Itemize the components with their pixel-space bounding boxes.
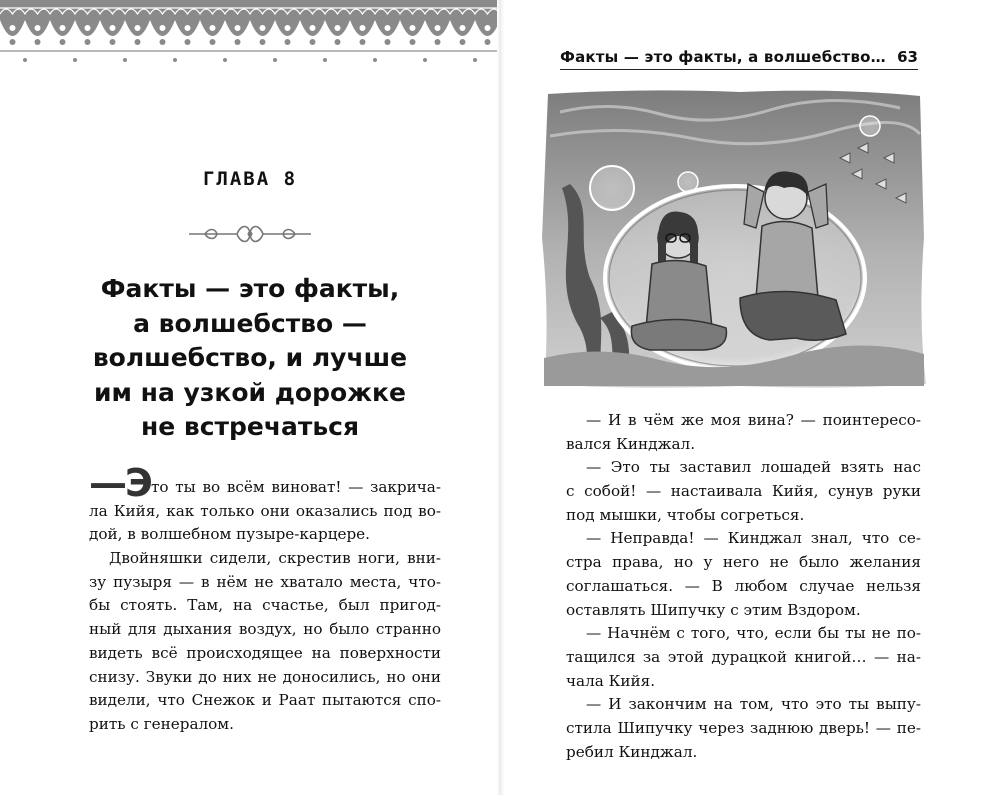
text-line: под мышки, чтобы согреться. [566, 505, 805, 524]
text-line: — Начнём с того, что, если бы ты не по- [586, 624, 921, 643]
text-line: ла Кийя, как только они оказались под во- [89, 501, 441, 520]
text-line: Двойняшки сидели, скрестив ноги, вни- [109, 549, 441, 568]
text-line: снизу. Звуки до них не доносились, но они [89, 667, 441, 686]
text-line: вался Кинджал. [566, 434, 696, 453]
text-line: дой, в волшебном пузыре-карцере. [89, 525, 370, 544]
text-line: соглашаться. — В любом случае нельзя [566, 576, 921, 595]
text-line: с собой! — настаивала Кийя, сунув руки [566, 482, 921, 501]
flourish-ornament [185, 222, 315, 246]
chapter-title-line: а волшебство — [133, 308, 367, 338]
text-line: — Это ты заставил лошадей взять нас [586, 458, 921, 477]
chapter-title-line: Факты — это факты, [100, 274, 400, 303]
text-line: — И в чём же моя вина? — поинтересо- [586, 411, 921, 429]
text-line: чала Кийя. [566, 671, 656, 690]
text-line: бы стоять. Там, на счастье, был пригод- [89, 596, 441, 615]
underwater-bubble-illustration [540, 88, 926, 390]
text-line: видеть всё происходящее на поверхности [89, 643, 441, 662]
text-line: — И закончим на том, что это ты выпу- [586, 695, 921, 714]
text-line: тащился за этой дурацкой книгой… — на- [566, 647, 921, 666]
text-line: видели, что Снежок и Раат пытаются спо- [89, 691, 441, 710]
text-line: — Неправда! — Кинджал знал, что се- [586, 529, 921, 548]
chapter-title-line: им на узкой дорожке [94, 377, 406, 407]
page-number: 63 [897, 48, 918, 66]
drop-cap: —Э [89, 461, 151, 505]
right-page-text [566, 409, 921, 764]
chapter-title [60, 272, 440, 445]
chapter-title-line: волшебство, и лучше [92, 343, 408, 372]
running-head [560, 44, 918, 70]
chapter-label: ГЛАВА 8 [202, 168, 298, 190]
text-line: оставлять Шипучку с этим Вздором. [566, 600, 861, 619]
text-line-first: то ты во всём виноват! — закрича- [151, 478, 441, 496]
book-gutter [497, 0, 505, 795]
chapter-title-line: не встречаться [140, 412, 360, 441]
lace-border-ornament [0, 0, 500, 70]
text-line: ный для дыхания воздух, но было странно [89, 620, 441, 639]
text-line: ребил Кинджал. [566, 742, 698, 761]
text-line: стила Шипучку через заднюю дверь! — пе- [566, 718, 921, 737]
running-head-title: Факты — это факты, а волшебство… [560, 48, 886, 66]
text-line [89, 461, 441, 505]
left-page-text [89, 461, 441, 737]
text-line: зу пузыря — в нём не хватало места, что- [89, 572, 441, 591]
text-line: рить с генералом. [89, 714, 234, 733]
text-line: стра права, но у него не было желания [566, 553, 921, 572]
